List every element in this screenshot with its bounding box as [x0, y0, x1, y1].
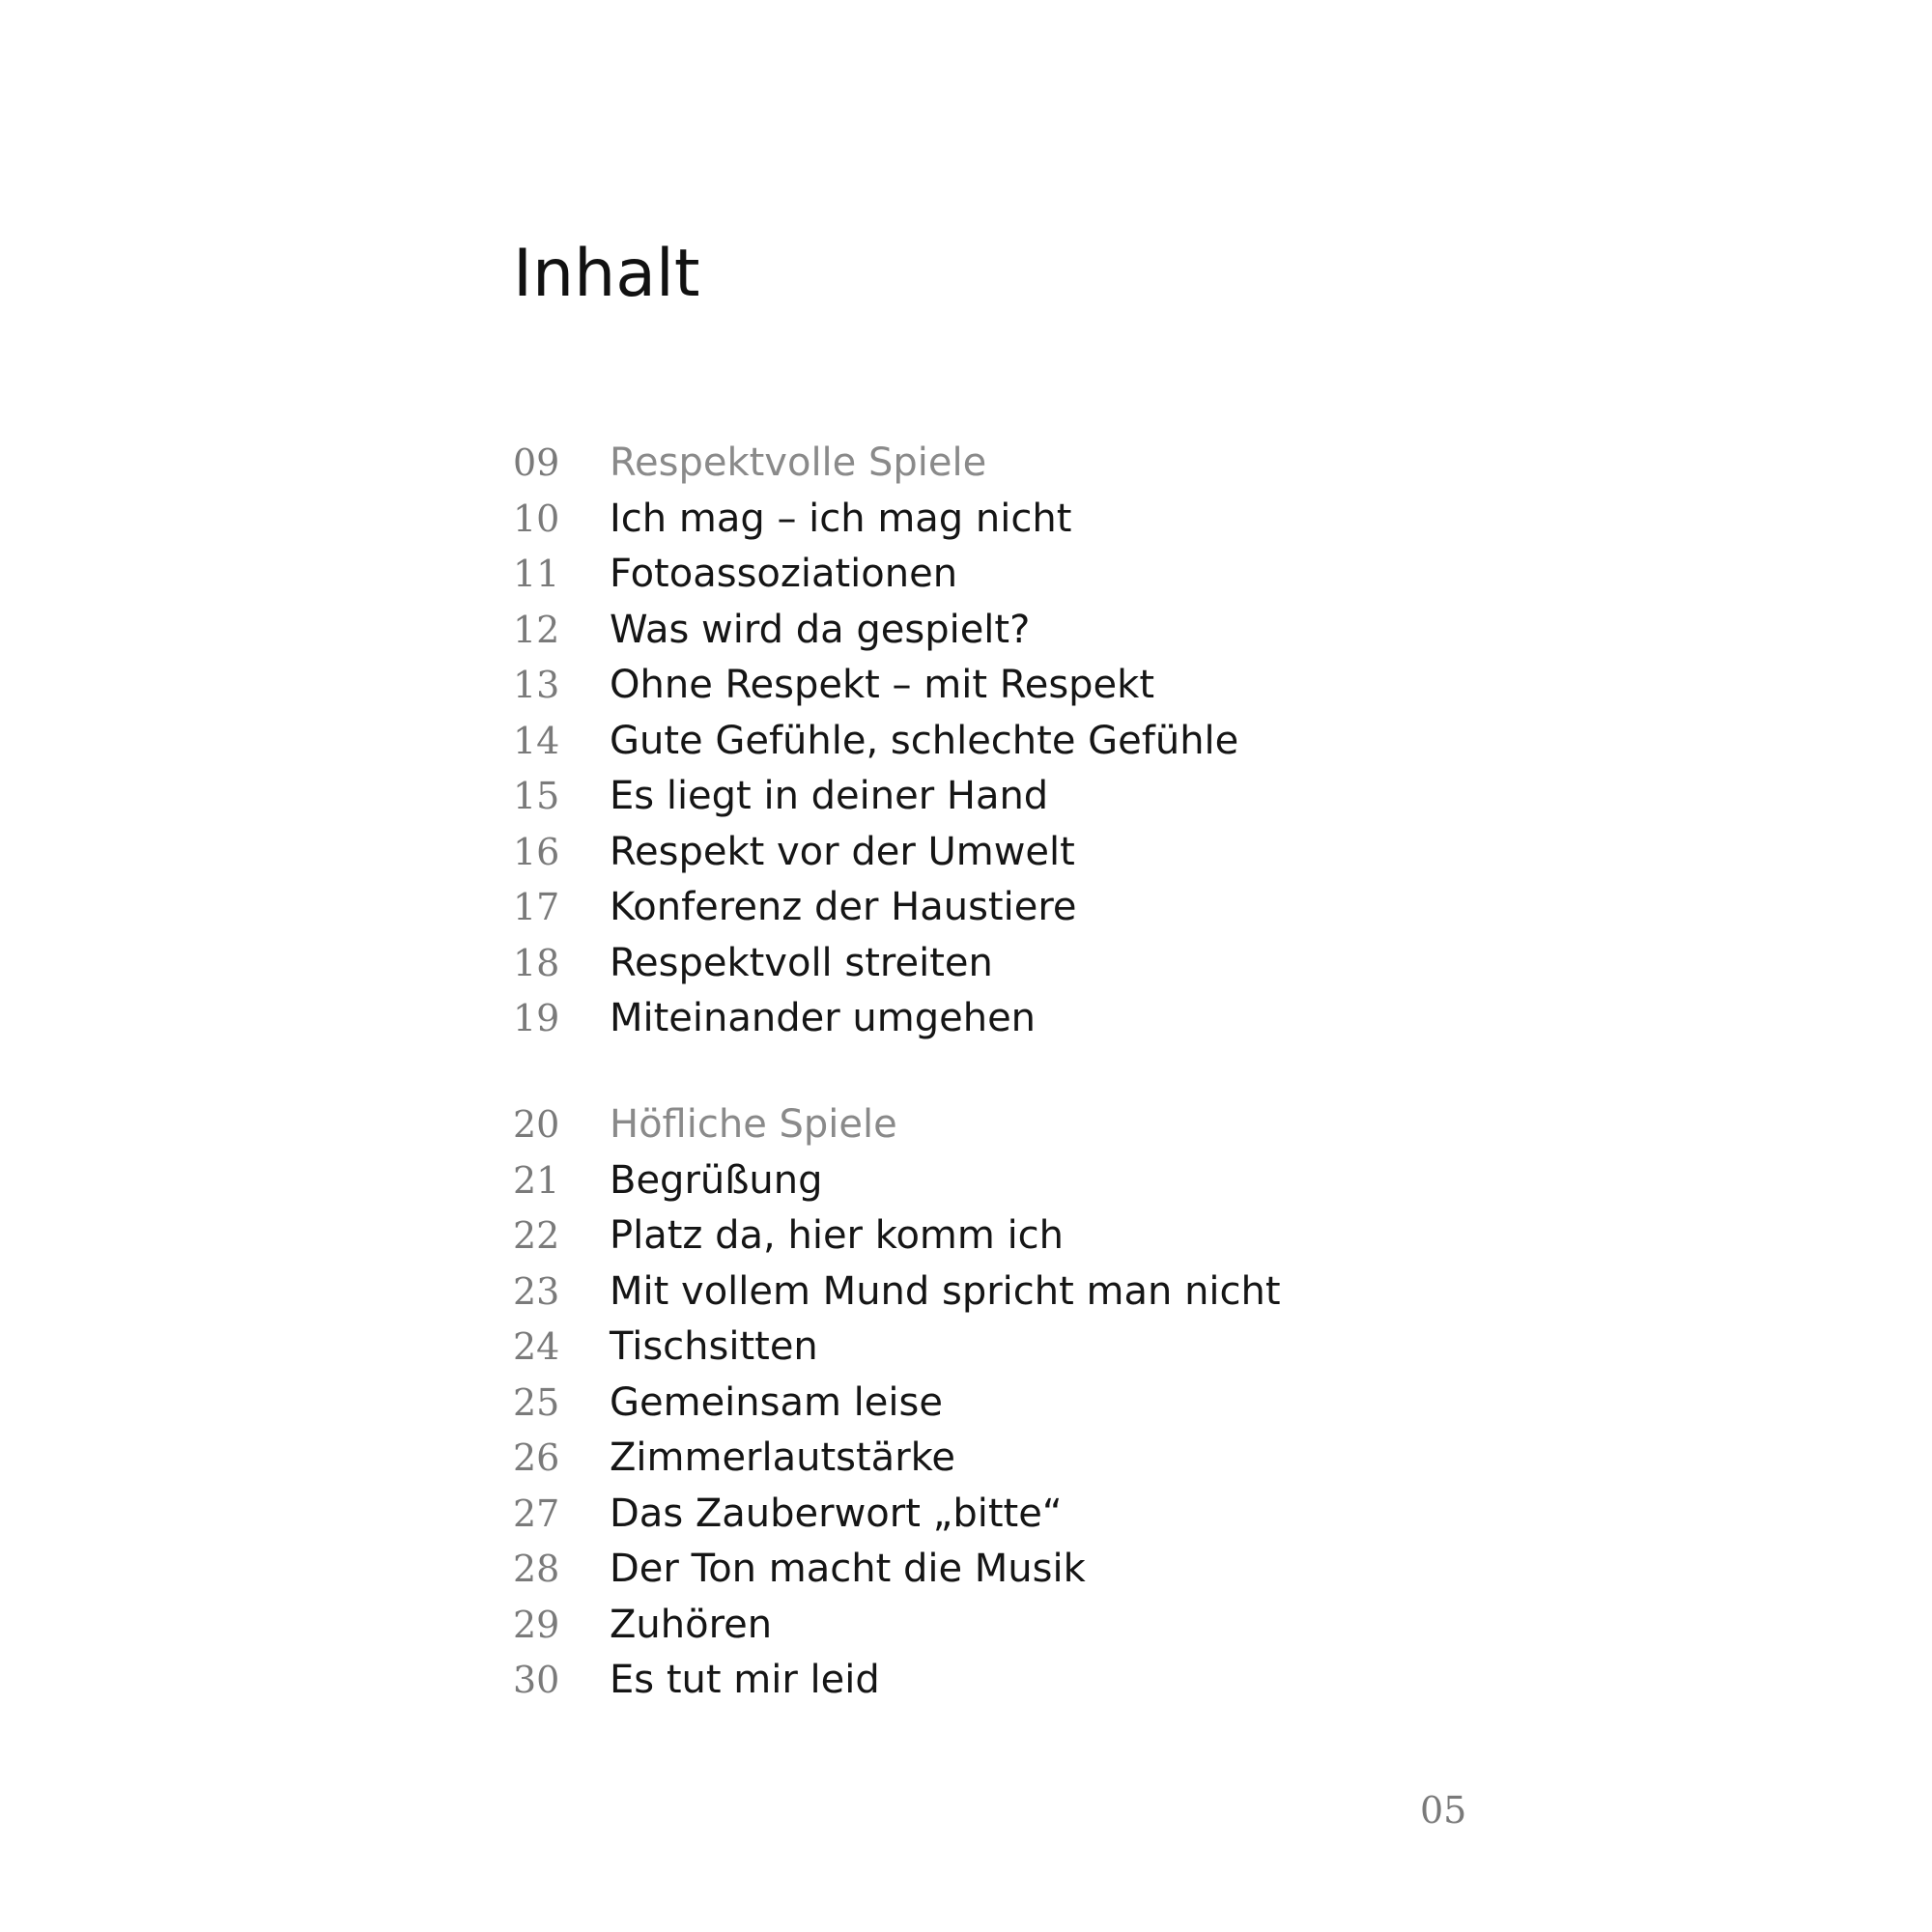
- toc-section-title: Höfliche Spiele: [610, 1102, 897, 1147]
- toc-page-number: 15: [513, 775, 560, 817]
- toc-entry-title: Gute Gefühle, schlechte Gefühle: [610, 718, 1239, 763]
- toc-entry-title: Miteinander umgehen: [610, 996, 1037, 1040]
- toc-entry-title: Es tut mir leid: [610, 1658, 880, 1702]
- toc-page-number: 13: [513, 664, 560, 706]
- toc-entry[interactable]: [513, 658, 1382, 714]
- toc-entry-title: Respektvoll streiten: [610, 940, 993, 985]
- page-title: Inhalt: [513, 236, 700, 312]
- toc-page-number: 28: [513, 1548, 560, 1590]
- toc-entry-title: Fotoassoziationen: [610, 552, 958, 596]
- toc-entry[interactable]: [513, 1431, 1382, 1487]
- toc-entry-title: Tischsitten: [610, 1324, 818, 1369]
- toc-entry[interactable]: [513, 1208, 1382, 1264]
- toc-page-number: 16: [513, 830, 560, 873]
- toc-entry[interactable]: [513, 547, 1382, 603]
- toc-section-heading[interactable]: [513, 1097, 1382, 1153]
- toc-page-number: 20: [513, 1103, 560, 1146]
- toc-entry[interactable]: [513, 936, 1382, 992]
- toc-page-number: 21: [513, 1158, 560, 1202]
- toc-page-number: 09: [513, 441, 560, 484]
- toc-entry[interactable]: [513, 769, 1382, 825]
- toc-entry-title: Das Zauberwort „bitte“: [610, 1491, 1063, 1536]
- toc-entry-title: Zimmerlautstärke: [610, 1435, 955, 1480]
- toc-entry-title: Begrüßung: [610, 1157, 823, 1203]
- toc-entry-title: Platz da, hier komm ich: [610, 1213, 1065, 1258]
- toc-entry-title: Es liegt in deiner Hand: [610, 774, 1049, 818]
- toc-page-number: 25: [513, 1380, 560, 1424]
- toc-section-heading[interactable]: [513, 436, 1382, 492]
- toc-page-number: 26: [513, 1436, 560, 1479]
- toc-entry-title: Zuhören: [610, 1602, 773, 1647]
- toc-page-number: 29: [513, 1603, 560, 1646]
- toc-entry[interactable]: [513, 603, 1382, 659]
- toc-entry[interactable]: [513, 714, 1382, 770]
- toc-page-number: 22: [513, 1214, 560, 1257]
- toc-section-title: Respektvolle Spiele: [610, 440, 987, 485]
- toc-entry[interactable]: [513, 492, 1382, 548]
- toc-entry-title: Was wird da gespielt?: [610, 607, 1031, 652]
- toc-entry[interactable]: [513, 1153, 1382, 1209]
- toc-section-hoefliche-spiele: [513, 1097, 1382, 1709]
- toc-entry[interactable]: [513, 1487, 1382, 1543]
- toc-page-number: 17: [513, 886, 560, 928]
- toc-entry[interactable]: [513, 1264, 1382, 1321]
- toc-entry[interactable]: [513, 1542, 1382, 1598]
- toc-page-number: 19: [513, 997, 560, 1039]
- toc-entry-title: Ohne Respekt – mit Respekt: [610, 663, 1155, 707]
- toc-entry[interactable]: [513, 1376, 1382, 1432]
- page-number: 05: [1420, 1789, 1467, 1832]
- toc-entry-title: Respekt vor der Umwelt: [610, 829, 1075, 874]
- toc-page-number: 30: [513, 1659, 560, 1701]
- toc-page-number: 18: [513, 941, 560, 984]
- toc-entry-title: Konferenz der Haustiere: [610, 885, 1077, 929]
- toc-entry-title: Der Ton macht die Musik: [610, 1547, 1086, 1591]
- toc-section-respektvolle-spiele: [513, 436, 1382, 1047]
- toc-page-number: 27: [513, 1492, 560, 1535]
- toc-page-number: 12: [513, 608, 560, 651]
- toc-page-number: 24: [513, 1325, 560, 1368]
- toc-entry[interactable]: [513, 1653, 1382, 1709]
- toc-page-number: 11: [513, 553, 560, 595]
- toc-page-number: 23: [513, 1269, 560, 1313]
- toc-entry[interactable]: [513, 880, 1382, 936]
- toc-entry[interactable]: [513, 1320, 1382, 1376]
- toc-entry-title: Ich mag – ich mag nicht: [610, 496, 1072, 541]
- toc-page-number: 10: [513, 497, 560, 540]
- toc-page-number: 14: [513, 719, 560, 762]
- toc-entry[interactable]: [513, 1598, 1382, 1654]
- toc-entry-title: Gemeinsam leise: [610, 1379, 943, 1425]
- toc-entry[interactable]: [513, 991, 1382, 1047]
- toc-entry-title: Mit vollem Mund spricht man nicht: [610, 1268, 1281, 1314]
- toc-entry[interactable]: [513, 825, 1382, 881]
